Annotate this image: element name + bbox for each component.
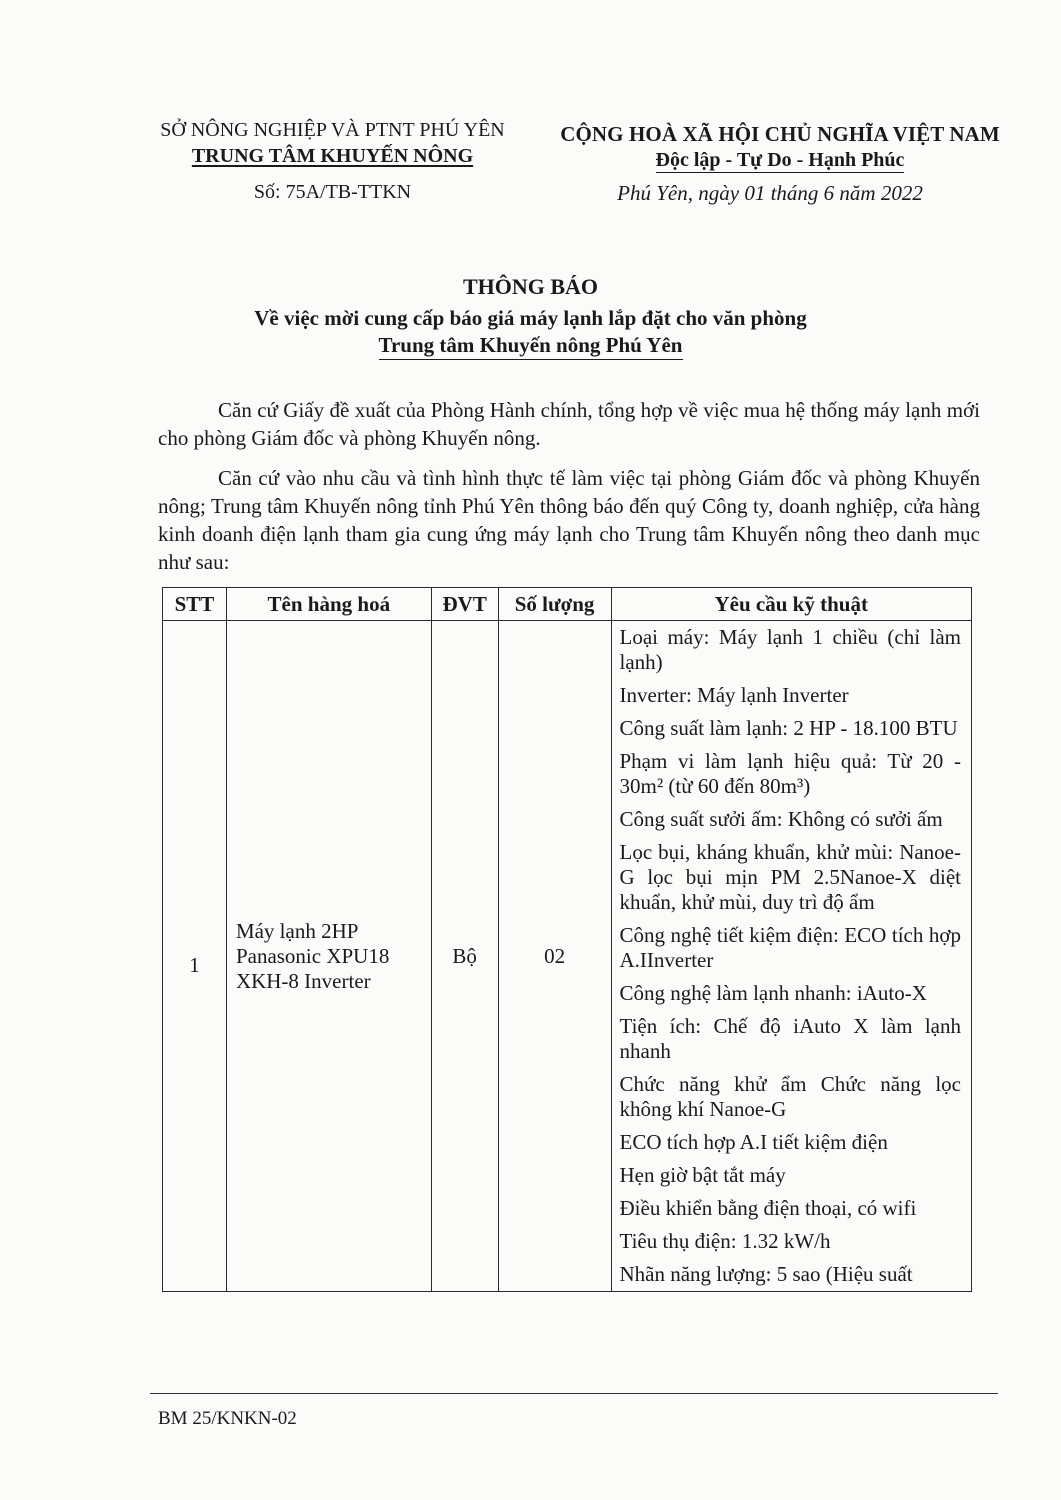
requirement-item: ECO tích hợp A.I tiết kiệm điện — [619, 1130, 888, 1154]
paragraph-basis-2-text: Căn cứ vào nhu cầu và tình hình thực tế làm việc tại phòng Giám đốc và phòng Khuyến nông; Trung tâm Khuyến nông tỉnh Phú Yên thông báo đến quý Công ty, doanh nghiệp, cửa hàng kinh doanh điện lạnh tham gia cung ứng máy lạnh cho Trung tâm Khuyến nông theo danh mục như sau: — [158, 466, 980, 574]
header-requirements: Yêu cầu kỹ thuật — [611, 588, 972, 621]
document-subject-line-2-text: Trung tâm Khuyến nông Phú Yên — [379, 333, 683, 360]
table-header-row — [163, 588, 972, 621]
requirement-item: Loại máy: Máy lạnh 1 chiều (chỉ làm lạnh) — [619, 625, 961, 674]
cell-qty: 02 — [498, 621, 611, 1292]
form-code: BM 25/KNKN-02 — [158, 1408, 297, 1429]
goods-table — [162, 587, 972, 1292]
cell-requirements — [611, 621, 972, 1292]
requirement-item: Công nghệ làm lạnh nhanh: iAuto-X — [619, 981, 927, 1005]
cell-name-text: Máy lạnh 2HP Panasonic XPU18 XKH-8 Inverter — [235, 918, 390, 993]
requirement-item: Điều khiển bằng điện thoại, có wifi — [619, 1196, 917, 1220]
header-qty: Số lượng — [498, 588, 611, 621]
table-row — [163, 621, 972, 1292]
document-subject-line-1: Về việc mời cung cấp báo giá máy lạnh lắp đặt cho văn phòng — [254, 306, 807, 330]
requirement-item: Công nghệ tiết kiệm điện: ECO tích hợp A.IInverter — [619, 923, 961, 972]
requirement-item: Tiện ích: Chế độ iAuto X làm lạnh nhanh — [619, 1014, 961, 1063]
cell-stt: 1 — [163, 621, 227, 1292]
requirement-item: Lọc bụi, kháng khuẩn, khử mùi: Nanoe-G lọc bụi mịn PM 2.5Nanoe-X diệt khuẩn, khử mùi, duy trì độ ẩm — [619, 840, 961, 914]
requirement-item: Công suất sưởi ấm: Không có sưởi ấm — [619, 807, 943, 831]
header-unit: ĐVT — [431, 588, 498, 621]
center-name — [160, 145, 505, 168]
requirement-item: Công suất làm lạnh: 2 HP - 18.100 BTU — [619, 716, 958, 740]
requirement-item: Hẹn giờ bật tắt máy — [619, 1163, 786, 1187]
national-motto-text: Độc lập - Tự Do - Hạnh Phúc — [655, 149, 905, 171]
requirement-item: Chức năng khử ẩm Chức năng lọc không khí Nanoe-G — [619, 1072, 961, 1121]
document-number: Số: 75A/TB-TTKN — [253, 181, 412, 203]
paragraph-basis-1 — [158, 396, 980, 452]
document-title: THÔNG BÁO — [462, 274, 599, 299]
header-name: Tên hàng hoá — [226, 588, 431, 621]
footer-divider — [150, 1393, 998, 1394]
center-name-text: TRUNG TÂM KHUYẾN NÔNG — [191, 145, 474, 167]
paragraph-basis-2 — [158, 464, 980, 576]
requirement-item: Phạm vi làm lạnh hiệu quả: Từ 20 - 30m² (từ 60 đến 80m³) — [619, 749, 961, 798]
requirement-item: Tiêu thụ điện: 1.32 kW/h — [619, 1229, 831, 1253]
cell-unit: Bộ — [431, 621, 498, 1292]
requirement-item: Nhãn năng lượng: 5 sao (Hiệu suất — [619, 1262, 913, 1286]
republic-name: CỘNG HOÀ XÃ HỘI CHỦ NGHĨA VIỆT NAM — [560, 122, 1000, 146]
paragraph-basis-1-text: Căn cứ Giấy đề xuất của Phòng Hành chính, tổng hợp về việc mua hệ thống máy lạnh mới cho phòng Giám đốc và phòng Khuyến nông. — [158, 398, 980, 450]
cell-name — [226, 621, 431, 1292]
header-stt: STT — [163, 588, 227, 621]
agency-name: SỞ NÔNG NGHIỆP VÀ PTNT PHÚ YÊN — [160, 119, 505, 141]
requirement-item: Inverter: Máy lạnh Inverter — [619, 683, 849, 707]
national-motto — [560, 149, 1000, 172]
dateline: Phú Yên, ngày 01 tháng 6 năm 2022 — [617, 181, 923, 205]
document-subject-line-2 — [0, 333, 1061, 358]
